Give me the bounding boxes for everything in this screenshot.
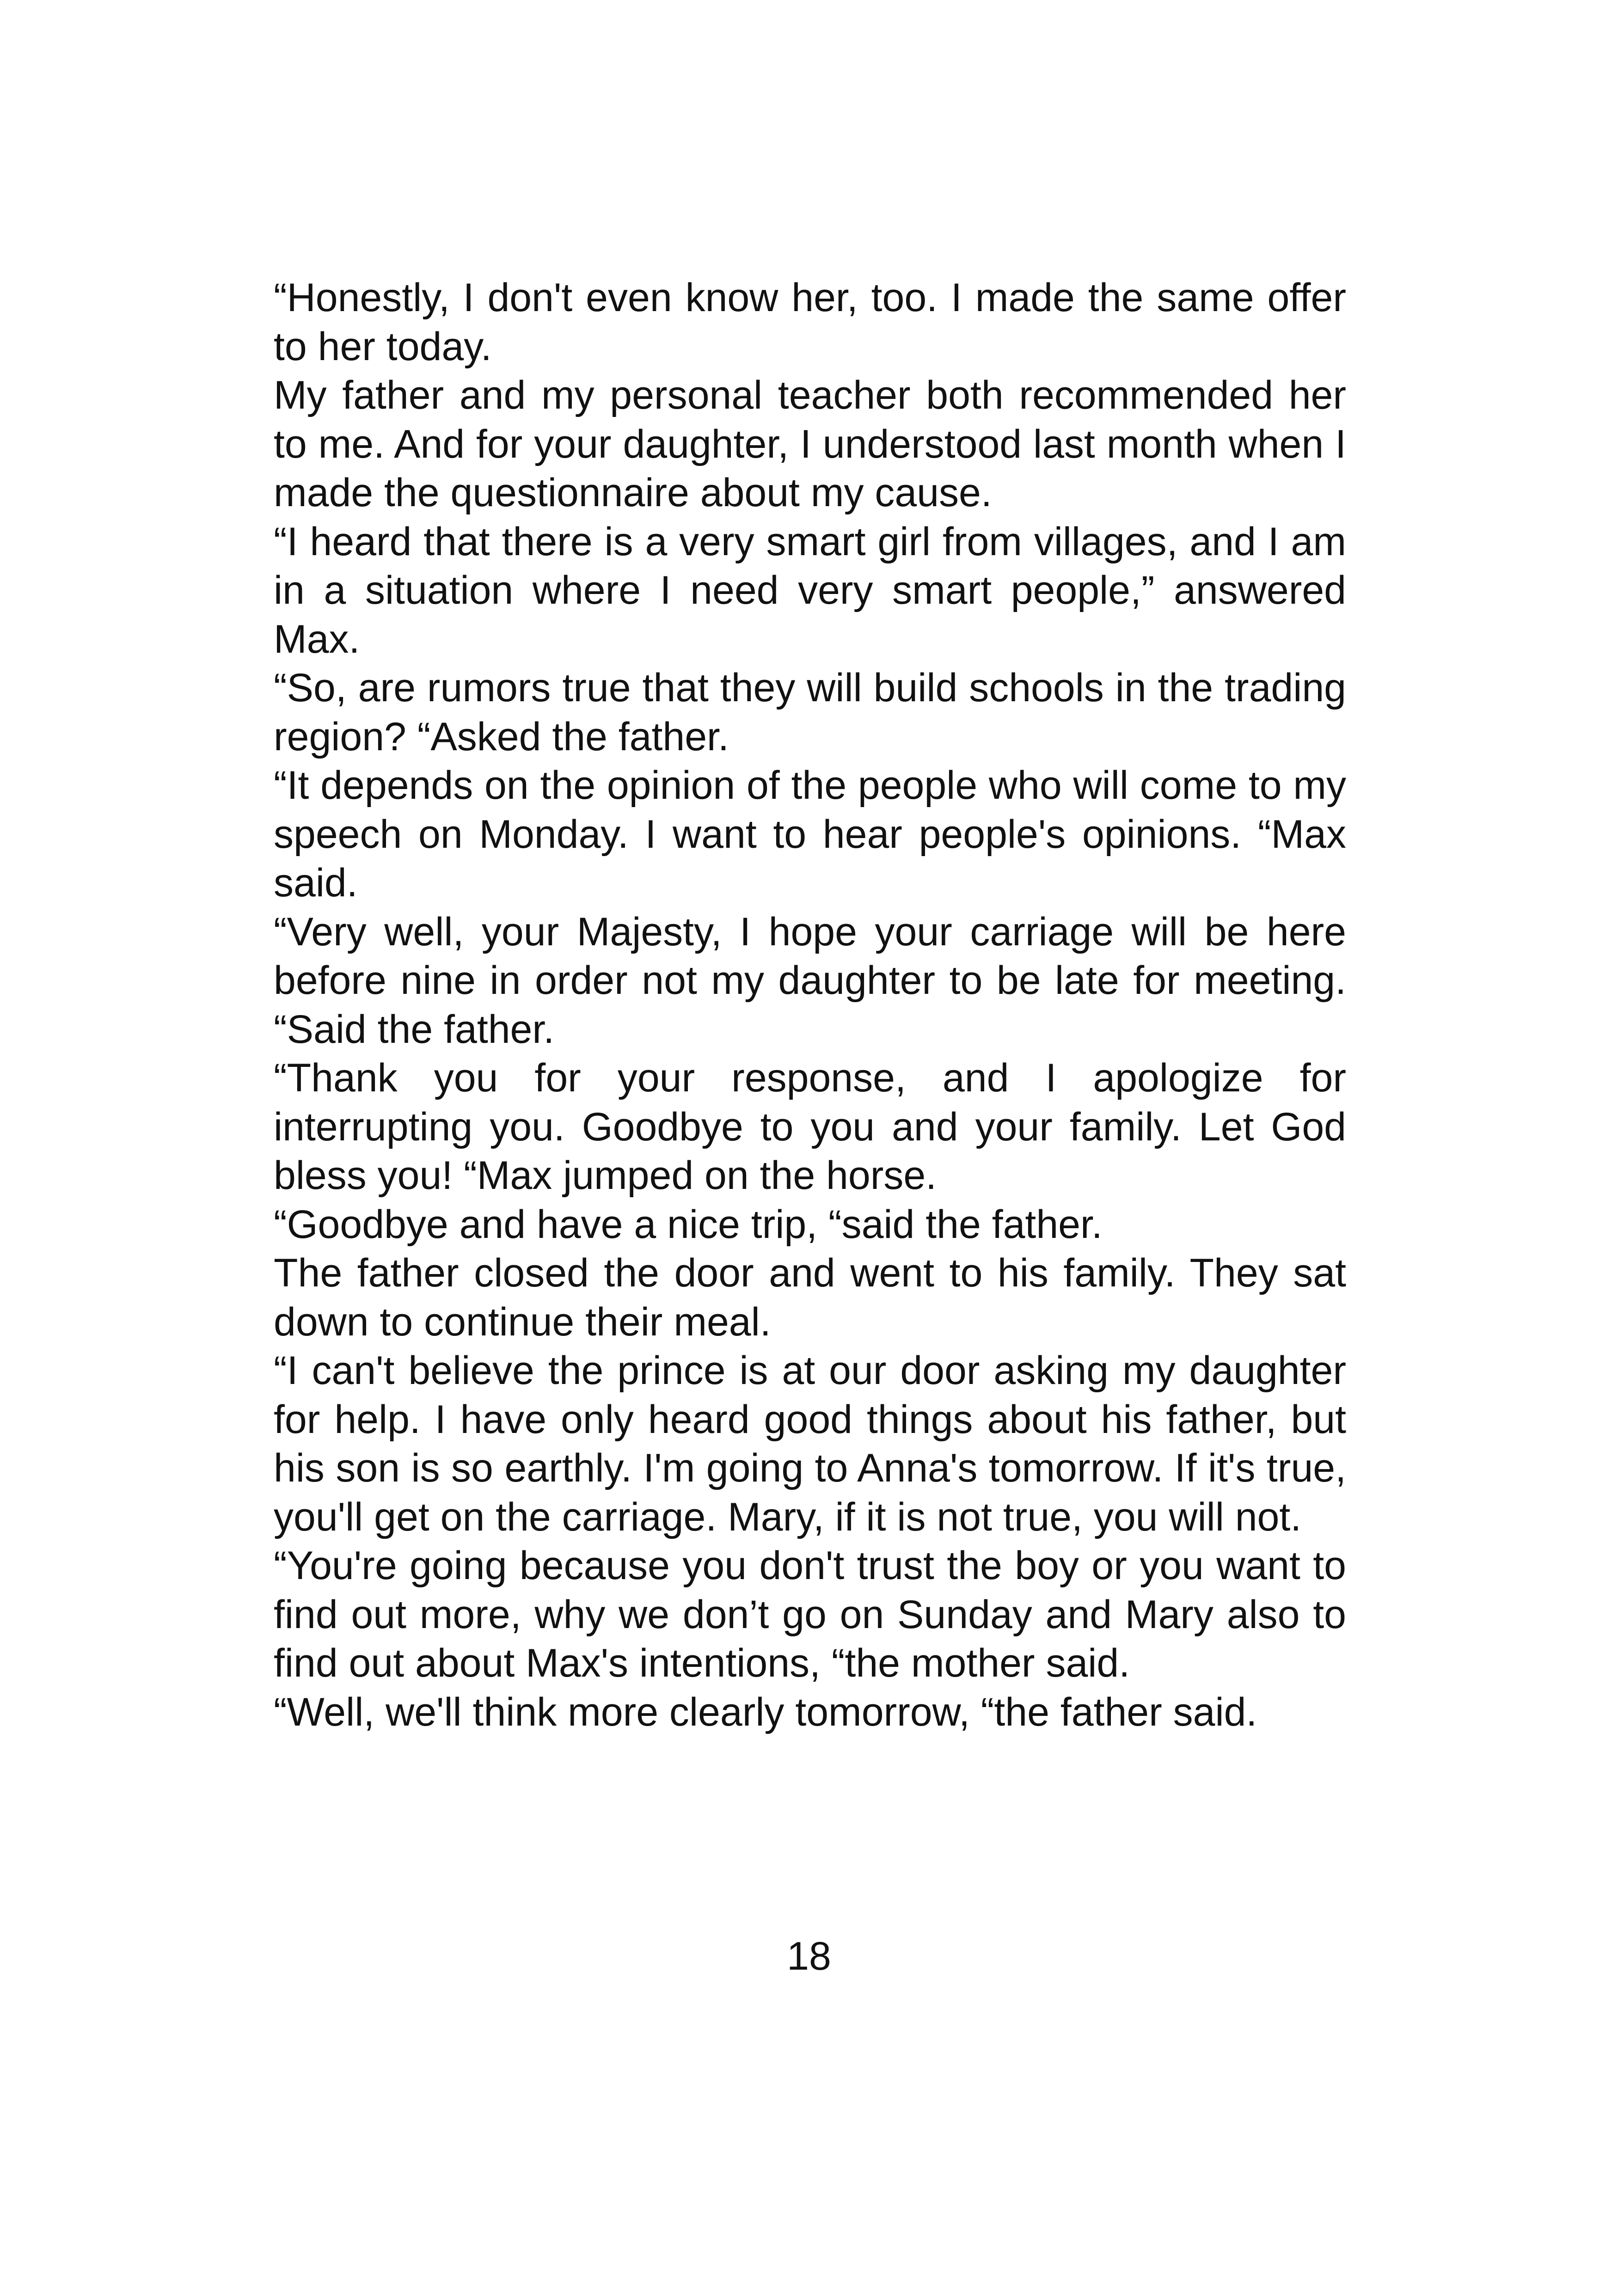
paragraph-7: “Thank you for your response, and I apologize for interrupting you. Goodbye to you and your family. Let God bless you! “Max jumped on the horse. (274, 1056, 1346, 1198)
paragraph-9: The father closed the door and went to his family. They sat down to continue their meal. (274, 1251, 1346, 1344)
paragraph-8: “Goodbye and have a nice trip, “said the father. (274, 1202, 1103, 1247)
paragraph-2: My father and my personal teacher both recommended her to me. And for your daughter, I understood last month when I made the questionnaire about my cause. (274, 373, 1346, 515)
body-text (274, 274, 1346, 1737)
paragraph-11: “You're going because you don't trust the boy or you want to find out more, why we don’t go on Sunday and Mary also to find out about Max's intentions, “the mother said. (274, 1543, 1346, 1685)
page-number: 18 (787, 1934, 831, 1978)
paragraph-1: “Honestly, I don't even know her, too. I made the same offer to her today. (274, 276, 1346, 369)
paragraph-5: “It depends on the opinion of the people who will come to my speech on Monday. I want to hear people's opinions. “Max said. (274, 763, 1346, 905)
paragraph-6: “Very well, your Majesty, I hope your carriage will be here before nine in order not my daughter to be late for meeting. “Said the father. (274, 909, 1346, 1052)
paragraph-10: “I can't believe the prince is at our door asking my daughter for help. I have only heard good things about his father, but his son is so earthly. I'm going to Anna's tomorrow. If it's true, you'll get on the carriage. Mary, if it is not true, you will not. (274, 1348, 1346, 1539)
paragraph-3: “I heard that there is a very smart girl from villages, and I am in a situation where I need very smart people,” answered Max. (274, 519, 1346, 661)
paragraph-4: “So, are rumors true that they will build schools in the trading region? “Asked the father. (274, 666, 1346, 759)
paragraph-12: “Well, we'll think more clearly tomorrow, “the father said. (274, 1690, 1257, 1734)
